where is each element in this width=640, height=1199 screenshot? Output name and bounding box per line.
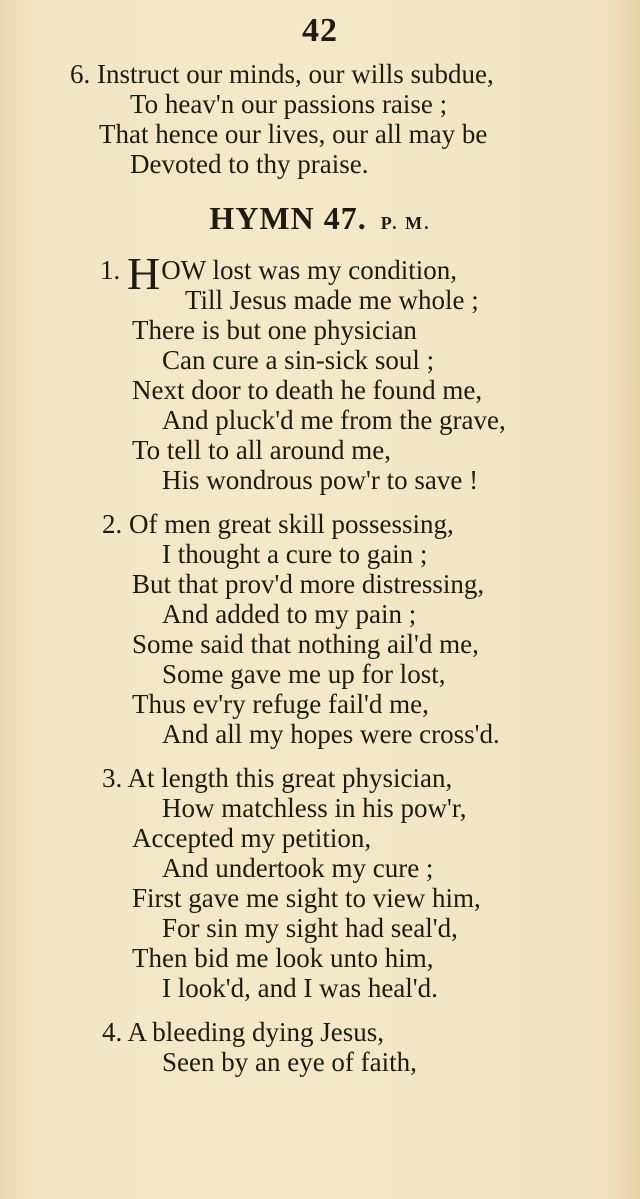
stanza-1-line-6: And pluck'd me from the grave, — [162, 405, 506, 435]
stanza-2-line-5: Some said that nothing ail'd me, — [132, 629, 479, 659]
stanza-3-line-6: For sin my sight had seal'd, — [162, 913, 458, 943]
stanza-1-line-7: To tell to all around me, — [132, 435, 392, 465]
stanza-number: 2. — [102, 509, 123, 539]
stanza-4-line-1: 4. A bleeding dying Jesus, — [102, 1017, 385, 1047]
stanza-number: 4. — [102, 1017, 123, 1047]
stanza-1-line-8: His wondrous pow'r to save ! — [162, 465, 479, 495]
page-number: 42 — [302, 12, 338, 49]
stanza-6-line-3: That hence our lives, our all may be — [99, 119, 488, 149]
stanza-2-line-2: I thought a cure to gain ; — [162, 539, 428, 569]
stanza-3-line-7: Then bid me look unto him, — [132, 943, 434, 973]
stanza-6-line-1: 6. Instruct our minds, our wills subdue, — [70, 59, 494, 89]
stanza-1-line-5: Next door to death he found me, — [132, 375, 483, 405]
stanza-3-line-5: First gave me sight to view him, — [132, 883, 481, 913]
stanza-3-line-2: How matchless in his pow'r, — [162, 793, 467, 823]
stanza-4-line-2: Seen by an eye of faith, — [162, 1047, 417, 1077]
stanza-1-line-3: There is but one physician — [132, 315, 417, 345]
stanza-2-line-8: And all my hopes were cross'd. — [162, 719, 500, 749]
stanza-1-line-1: 1. HOW lost was my condition, — [100, 248, 457, 299]
stanza-3-line-4: And undertook my cure ; — [162, 853, 434, 883]
stanza-1-line-2: Till Jesus made me whole ; — [185, 285, 479, 315]
stanza-2-line-6: Some gave me up for lost, — [162, 659, 446, 689]
stanza-number: 6. — [70, 59, 91, 89]
stanza-2-line-4: And added to my pain ; — [162, 599, 417, 629]
stanza-3-line-3: Accepted my petition, — [132, 823, 372, 853]
stanza-2-line-3: But that prov'd more distressing, — [132, 569, 485, 599]
hymn-title: HYMN 47. P. M. — [209, 200, 431, 236]
drop-cap: H — [127, 248, 161, 299]
stanza-number: 3. — [102, 763, 123, 793]
stanza-2-line-7: Thus ev'ry refuge fail'd me, — [132, 689, 429, 719]
stanza-number: 1. — [100, 255, 121, 285]
stanza-3-line-1: 3. At length this great physician, — [102, 763, 453, 793]
stanza-2-line-1: 2. Of men great skill possessing, — [102, 509, 454, 539]
stanza-1-line-4: Can cure a sin-sick soul ; — [162, 345, 435, 375]
hymn-meter: P. M. — [380, 213, 431, 233]
stanza-6-line-4: Devoted to thy praise. — [130, 149, 369, 179]
stanza-6-line-2: To heav'n our passions raise ; — [130, 89, 448, 119]
stanza-3-line-8: I look'd, and I was heal'd. — [162, 973, 438, 1003]
